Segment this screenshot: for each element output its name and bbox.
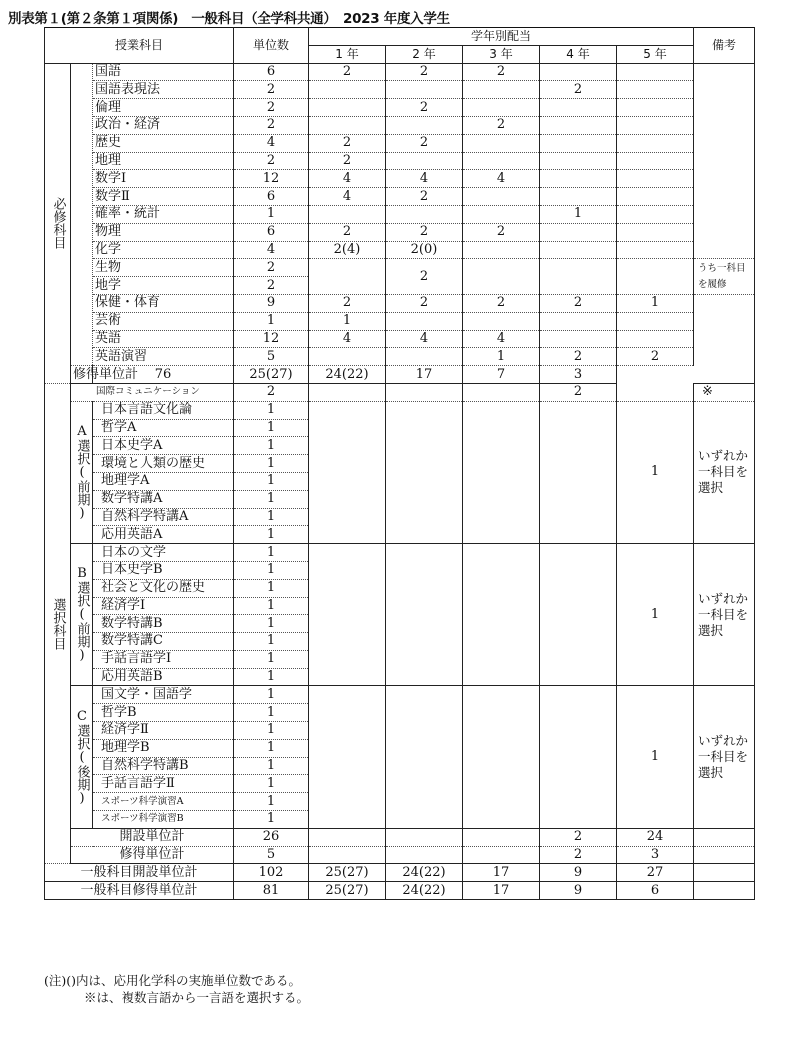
remarks-cell — [694, 828, 755, 846]
year-cell — [540, 116, 617, 134]
subject-name: 芸術 — [93, 312, 234, 330]
subject-name: 日本の文学 — [93, 544, 234, 562]
credits-cell: 1 — [234, 650, 309, 668]
year-cell — [386, 116, 463, 134]
remarks-header: 備考 — [694, 28, 755, 64]
subject-name: 数学Ⅱ — [93, 188, 234, 206]
year-cell: 4 — [386, 330, 463, 348]
subject-name: 手話言語学Ⅱ — [93, 775, 234, 793]
credits-cell: 1 — [234, 561, 309, 579]
grand-total-label: 一般科目修得単位計 — [45, 882, 234, 900]
year-cell — [386, 348, 463, 366]
year-cell: 2 — [386, 188, 463, 206]
table-row — [45, 544, 755, 562]
year-cell — [463, 134, 540, 152]
credits-cell: 1 — [234, 597, 309, 615]
year-cell — [463, 152, 540, 170]
year-cell: 4 — [386, 170, 463, 188]
subject-header: 授業科目 — [45, 28, 234, 64]
table-row — [45, 348, 755, 366]
credits-cell: 1 — [234, 508, 309, 526]
group-note: いずれか一科目を選択 — [694, 544, 755, 686]
subject-name: 哲学A — [93, 419, 234, 437]
year-cell: 17 — [386, 366, 463, 384]
group-year5: 1 — [617, 401, 694, 543]
year-cell — [463, 846, 540, 864]
credits-cell: 1 — [234, 205, 309, 223]
year-cell: 2 — [617, 348, 694, 366]
credits-cell: 4 — [234, 134, 309, 152]
year-cell: 17 — [463, 864, 540, 882]
subject-name: 数学Ⅰ — [93, 170, 234, 188]
year-cell: 1 — [540, 205, 617, 223]
table-row — [45, 330, 755, 348]
indent-cell — [71, 63, 93, 366]
credits-cell: 1 — [234, 526, 309, 544]
subject-name: 政治・経済 — [93, 116, 234, 134]
credits-cell: 1 — [234, 757, 309, 775]
credits-header: 単位数 — [234, 28, 309, 64]
year-cell: 4 — [309, 330, 386, 348]
remarks-cell — [694, 882, 755, 900]
credits-cell: 5 — [234, 348, 309, 366]
year-cell: 2 — [309, 152, 386, 170]
year-cell: 2 — [463, 63, 540, 81]
credits-cell: 26 — [234, 828, 309, 846]
subject-name: 社会と文化の歴史 — [93, 579, 234, 597]
year-cell — [463, 81, 540, 99]
subject-name: 経済学Ⅰ — [93, 597, 234, 615]
year-cell: 2 — [386, 63, 463, 81]
year-cell: 2 — [540, 828, 617, 846]
year-cell — [386, 152, 463, 170]
year-cell — [617, 259, 694, 295]
credits-cell: 2 — [234, 259, 309, 277]
year-cell — [540, 170, 617, 188]
subject-name: 英語演習 — [93, 348, 234, 366]
year-cell — [463, 312, 540, 330]
year-cell: 2 — [540, 81, 617, 99]
year-cell: 2 — [463, 294, 540, 312]
year-cell — [386, 686, 463, 828]
subject-name: 地理 — [93, 152, 234, 170]
group-note: いずれか一科目を選択 — [694, 401, 755, 543]
credits-cell: 2 — [234, 99, 309, 117]
remarks-cell — [694, 846, 755, 864]
credits-cell: 2 — [234, 277, 309, 295]
subject-name: 生物 — [93, 259, 234, 277]
year-cell: 24(22) — [386, 864, 463, 882]
subject-name: 歴史 — [93, 134, 234, 152]
year-cell — [309, 544, 386, 686]
credits-cell: 1 — [234, 704, 309, 722]
year-cell — [540, 99, 617, 117]
subject-name: 物理 — [93, 223, 234, 241]
subject-name: 数学特講A — [93, 490, 234, 508]
year-cell: 25(27) — [309, 882, 386, 900]
year-cell — [309, 205, 386, 223]
credits-cell: 1 — [234, 401, 309, 419]
year-cell: 6 — [617, 882, 694, 900]
year-cell: 24(22) — [386, 882, 463, 900]
year-cell: 2 — [540, 383, 617, 401]
year-cell — [617, 330, 694, 348]
year-cell — [617, 170, 694, 188]
year-cell — [540, 223, 617, 241]
table-row — [45, 686, 755, 704]
year-cell — [386, 544, 463, 686]
credits-cell: 1 — [234, 722, 309, 740]
year-cell: 4 — [463, 330, 540, 348]
table-row — [45, 223, 755, 241]
year-cell: 25(27) — [234, 366, 309, 384]
year-cell: 2 — [309, 63, 386, 81]
credits-cell: 5 — [234, 846, 309, 864]
credits-cell: 12 — [234, 330, 309, 348]
subject-name: 地学 — [93, 277, 234, 295]
grand-total-row — [45, 882, 755, 900]
year-cell — [463, 99, 540, 117]
subject-name: 応用英語B — [93, 668, 234, 686]
credits-cell: 76 — [93, 366, 234, 384]
year-cell: 24(22) — [309, 366, 386, 384]
subject-name: 自然科学特講A — [93, 508, 234, 526]
year-cell: 9 — [540, 864, 617, 882]
table-row — [45, 63, 755, 81]
subject-name: 環境と人類の歴史 — [93, 455, 234, 473]
year-cell: 2 — [463, 116, 540, 134]
table-row — [45, 205, 755, 223]
year-cell — [617, 312, 694, 330]
table-row — [45, 259, 755, 277]
year-1-header: 1 年 — [309, 45, 386, 63]
year-cell — [617, 63, 694, 81]
year-cell: 4 — [309, 188, 386, 206]
year-cell — [463, 828, 540, 846]
remarks-cell — [694, 864, 755, 882]
year-cell: 27 — [617, 864, 694, 882]
credits-cell: 1 — [234, 490, 309, 508]
year-cell — [617, 152, 694, 170]
subject-name: 応用英語A — [93, 526, 234, 544]
group-note: いずれか一科目を選択 — [694, 686, 755, 828]
year-cell: 2 — [540, 348, 617, 366]
credits-cell: 2 — [234, 152, 309, 170]
year-cell — [386, 828, 463, 846]
footnotes — [44, 972, 309, 1006]
subject-name: 経済学Ⅱ — [93, 722, 234, 740]
year-cell: 7 — [463, 366, 540, 384]
table-row — [45, 188, 755, 206]
credits-cell: 1 — [234, 437, 309, 455]
year-cell — [309, 81, 386, 99]
credits-cell: 2 — [234, 81, 309, 99]
credits-cell: 2 — [234, 116, 309, 134]
group-label: A選択(前期) — [71, 401, 93, 543]
year-cell: 4 — [463, 170, 540, 188]
year-cell — [309, 401, 386, 543]
subject-name: 英語 — [93, 330, 234, 348]
year-cell — [540, 312, 617, 330]
year-3-header: 3 年 — [463, 45, 540, 63]
credits-cell: 1 — [234, 615, 309, 633]
year-cell — [463, 686, 540, 828]
year-cell — [309, 686, 386, 828]
year-cell — [617, 81, 694, 99]
credits-cell: 1 — [234, 793, 309, 811]
table-row — [45, 152, 755, 170]
curriculum-table — [44, 27, 755, 900]
credits-cell: 1 — [234, 668, 309, 686]
subject-name: 確率・統計 — [93, 205, 234, 223]
year-cell: 2 — [540, 294, 617, 312]
year-cell — [386, 81, 463, 99]
year-cell: 2 — [386, 99, 463, 117]
grand-total-row — [45, 864, 755, 882]
year-cell: 25(27) — [309, 864, 386, 882]
year-cell: 2 — [309, 134, 386, 152]
remarks-cell — [694, 63, 755, 259]
credits-cell: 81 — [234, 882, 309, 900]
year-cell — [463, 259, 540, 295]
table-row — [45, 170, 755, 188]
year-2-header: 2 年 — [386, 45, 463, 63]
year-cell — [386, 312, 463, 330]
subject-name: 数学特講B — [93, 615, 234, 633]
elective-earned-row — [45, 846, 755, 864]
group-label: B選択(前期) — [71, 544, 93, 686]
year-cell: 2 — [386, 134, 463, 152]
header-row-1 — [45, 28, 755, 46]
year-cell: 2 — [386, 294, 463, 312]
footnote-parentheses: (注)()内は、応用化学科の実施単位数である。 — [44, 973, 302, 988]
distribution-header: 学年別配当 — [309, 28, 694, 46]
year-cell — [617, 134, 694, 152]
credits-cell: 1 — [234, 579, 309, 597]
year-cell — [463, 544, 540, 686]
year-cell: 2 — [309, 294, 386, 312]
year-cell — [463, 241, 540, 259]
subject-name: 数学特講C — [93, 633, 234, 651]
subject-name: 地理学A — [93, 472, 234, 490]
required-total-label: 修得単位計 — [71, 366, 93, 384]
subject-name: 日本史学A — [93, 437, 234, 455]
subject-name: スポーツ科学演習A — [93, 793, 234, 811]
year-cell: 1 — [463, 348, 540, 366]
year-cell — [386, 401, 463, 543]
subject-name: 国際コミュニケーション — [71, 383, 234, 401]
subtotal-label: 開設単位計 — [71, 828, 234, 846]
year-cell — [617, 241, 694, 259]
subject-name: 倫理 — [93, 99, 234, 117]
subject-name: 日本史学B — [93, 561, 234, 579]
year-cell: 3 — [540, 366, 617, 384]
year-cell — [463, 383, 540, 401]
year-cell: 9 — [540, 882, 617, 900]
subject-name: 国語表現法 — [93, 81, 234, 99]
subject-name: 国文学・国語学 — [93, 686, 234, 704]
year-cell: 17 — [463, 882, 540, 900]
intl-row — [45, 383, 755, 401]
year-cell: 2(4) — [309, 241, 386, 259]
year-cell: 2(0) — [386, 241, 463, 259]
year-cell — [309, 828, 386, 846]
credits-cell: 1 — [234, 312, 309, 330]
year-cell — [617, 188, 694, 206]
year-cell — [386, 846, 463, 864]
year-cell — [386, 205, 463, 223]
footnote-asterisk: ※は、複数言語から一言語を選択する。 — [84, 990, 310, 1005]
year-cell — [540, 401, 617, 543]
group-year5: 1 — [617, 544, 694, 686]
year-cell — [540, 544, 617, 686]
remarks-cell — [694, 294, 755, 383]
table-row — [45, 312, 755, 330]
required-total-row — [45, 366, 755, 384]
credits-cell: 6 — [234, 223, 309, 241]
required-section-label: 必修科目 — [45, 63, 71, 383]
credits-cell: 1 — [234, 544, 309, 562]
credits-cell: 4 — [234, 241, 309, 259]
subject-name: 日本言語文化論 — [93, 401, 234, 419]
elective-offered-row — [45, 828, 755, 846]
year-cell — [309, 846, 386, 864]
subject-name: 地理学B — [93, 739, 234, 757]
elective-section-label: 選択科目 — [45, 383, 71, 864]
table-row — [45, 401, 755, 419]
group-label: C選択(後期) — [71, 686, 93, 828]
credits-cell: 2 — [234, 383, 309, 401]
credits-cell: 6 — [234, 188, 309, 206]
grand-total-label: 一般科目開設単位計 — [45, 864, 234, 882]
subtotal-label: 修得単位計 — [71, 846, 234, 864]
intl-note: ※ — [694, 383, 755, 401]
year-cell: 2 — [463, 223, 540, 241]
credits-cell: 6 — [234, 63, 309, 81]
year-cell: 2 — [309, 223, 386, 241]
year-cell — [463, 401, 540, 543]
year-cell — [309, 383, 386, 401]
document-title: 別表第１(第２条第１項関係) 一般科目（全学科共通） 2023 年度入学生 — [8, 11, 450, 27]
credits-cell: 1 — [234, 739, 309, 757]
year-cell — [309, 99, 386, 117]
year-cell — [540, 259, 617, 295]
year-cell — [540, 330, 617, 348]
year-cell: 3 — [617, 846, 694, 864]
year-cell — [463, 188, 540, 206]
year-cell — [540, 134, 617, 152]
credits-cell: 1 — [234, 775, 309, 793]
year-cell — [540, 188, 617, 206]
year-cell: 2 — [386, 223, 463, 241]
subject-name: 保健・体育 — [93, 294, 234, 312]
year-cell: 24 — [617, 828, 694, 846]
year-cell: 2 — [540, 846, 617, 864]
year-cell — [617, 116, 694, 134]
group-year5: 1 — [617, 686, 694, 828]
year-cell: 1 — [617, 294, 694, 312]
year-cell — [540, 686, 617, 828]
year-cell — [540, 152, 617, 170]
table-row — [45, 99, 755, 117]
credits-cell: 1 — [234, 455, 309, 473]
year-cell — [617, 205, 694, 223]
bio-geo-year2: 2 — [386, 259, 463, 295]
subject-name: 国語 — [93, 63, 234, 81]
year-cell — [309, 259, 386, 295]
credits-cell: 1 — [234, 633, 309, 651]
year-cell: 4 — [309, 170, 386, 188]
credits-cell: 1 — [234, 419, 309, 437]
year-cell — [386, 383, 463, 401]
year-cell — [617, 99, 694, 117]
table-row — [45, 294, 755, 312]
subject-name: 化学 — [93, 241, 234, 259]
bio-geo-note: うち一科目を履修 — [694, 259, 755, 295]
year-cell — [617, 383, 694, 401]
credits-cell: 1 — [234, 811, 309, 829]
year-cell — [617, 223, 694, 241]
credits-cell: 1 — [234, 472, 309, 490]
subject-name: 哲学B — [93, 704, 234, 722]
year-cell — [309, 348, 386, 366]
subject-name: 手話言語学Ⅰ — [93, 650, 234, 668]
table-row — [45, 81, 755, 99]
year-cell — [540, 63, 617, 81]
year-5-header: 5 年 — [617, 45, 694, 63]
table-row — [45, 134, 755, 152]
year-cell — [463, 205, 540, 223]
year-cell — [540, 241, 617, 259]
table-row — [45, 241, 755, 259]
subject-name: 自然科学特講B — [93, 757, 234, 775]
table-row — [45, 116, 755, 134]
credits-cell: 102 — [234, 864, 309, 882]
year-4-header: 4 年 — [540, 45, 617, 63]
year-cell: 1 — [309, 312, 386, 330]
credits-cell: 1 — [234, 686, 309, 704]
year-cell — [309, 116, 386, 134]
credits-cell: 9 — [234, 294, 309, 312]
credits-cell: 12 — [234, 170, 309, 188]
subject-name: スポーツ科学演習B — [93, 811, 234, 829]
